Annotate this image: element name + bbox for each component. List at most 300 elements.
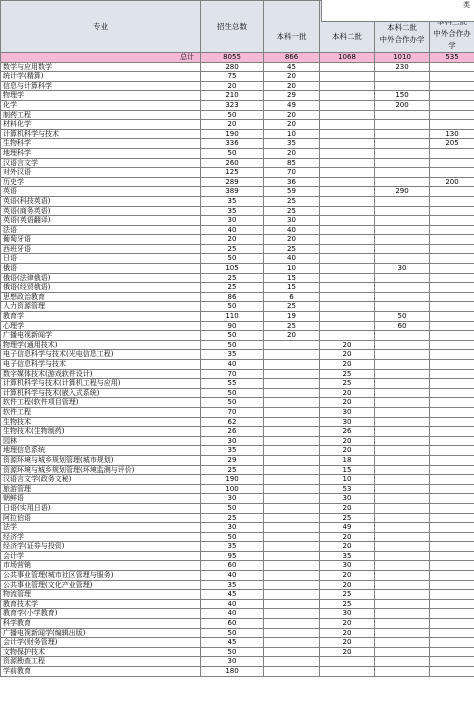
count-cell: 26	[320, 427, 375, 437]
major-name-cell: 软件工程(软件项目管理)	[1, 398, 201, 408]
count-cell	[430, 264, 474, 274]
major-name-cell: 数学与应用数学	[1, 62, 201, 72]
count-cell: 35	[264, 139, 320, 149]
table-row	[1, 590, 474, 600]
count-cell	[430, 417, 474, 427]
major-name-cell: 对外汉语	[1, 168, 201, 178]
count-cell: 20	[320, 638, 375, 648]
count-cell	[264, 638, 320, 648]
table-row	[1, 542, 474, 552]
table-row	[1, 100, 474, 110]
count-cell	[320, 273, 375, 283]
count-cell: 70	[201, 407, 264, 417]
count-cell	[375, 158, 430, 168]
count-cell	[430, 369, 474, 379]
count-cell	[430, 254, 474, 264]
major-name-cell: 会计学	[1, 551, 201, 561]
table-row	[1, 72, 474, 82]
count-cell: 150	[375, 91, 430, 101]
count-cell	[264, 379, 320, 389]
count-cell	[430, 235, 474, 245]
count-cell	[430, 427, 474, 437]
count-cell: 10	[320, 475, 375, 485]
major-name-cell: 统计学(精算)	[1, 72, 201, 82]
count-cell: 15	[320, 465, 375, 475]
major-name-cell: 法语	[1, 225, 201, 235]
count-cell	[430, 187, 474, 197]
major-name-cell: 软件工程	[1, 407, 201, 417]
major-name-cell: 英语	[1, 187, 201, 197]
count-cell	[430, 638, 474, 648]
count-cell	[264, 388, 320, 398]
count-cell	[430, 168, 474, 178]
count-cell	[430, 465, 474, 475]
major-name-cell: 日语	[1, 254, 201, 264]
count-cell: 200	[375, 100, 430, 110]
count-cell: 20	[320, 398, 375, 408]
count-cell	[264, 667, 320, 677]
major-name-cell: 汉语言文学(政务文秘)	[1, 475, 201, 485]
major-name-cell: 旅游管理	[1, 484, 201, 494]
count-cell: 40	[201, 599, 264, 609]
count-cell	[264, 407, 320, 417]
count-cell	[264, 350, 320, 360]
count-cell	[264, 647, 320, 657]
count-cell	[375, 388, 430, 398]
table-row	[1, 379, 474, 389]
major-name-cell: 英语(商务英语)	[1, 206, 201, 216]
count-cell	[264, 398, 320, 408]
count-cell	[375, 638, 430, 648]
count-cell	[264, 561, 320, 571]
count-cell	[320, 81, 375, 91]
table-row	[1, 168, 474, 178]
count-cell: 110	[201, 312, 264, 322]
count-cell	[375, 129, 430, 139]
major-name-cell: 经济学	[1, 532, 201, 542]
table-row	[1, 561, 474, 571]
major-name-cell: 历史学	[1, 177, 201, 187]
count-cell: 45	[201, 638, 264, 648]
count-cell: 190	[201, 475, 264, 485]
count-cell: 25	[320, 513, 375, 523]
count-cell	[375, 436, 430, 446]
count-cell	[264, 532, 320, 542]
count-cell	[320, 264, 375, 274]
count-cell	[430, 446, 474, 456]
major-name-cell: 公共事业管理(文化产业管理)	[1, 580, 201, 590]
count-cell	[430, 379, 474, 389]
count-cell	[375, 513, 430, 523]
count-cell	[264, 369, 320, 379]
count-cell	[375, 225, 430, 235]
count-cell	[320, 72, 375, 82]
count-cell: 40	[201, 609, 264, 619]
major-name-cell: 资源环境与城乡规划管理(城市规划)	[1, 455, 201, 465]
count-cell: 130	[430, 129, 474, 139]
count-cell: 30	[264, 216, 320, 226]
table-row	[1, 436, 474, 446]
count-cell	[430, 72, 474, 82]
count-cell	[430, 503, 474, 513]
total-label: 总计	[1, 53, 201, 63]
count-cell	[430, 494, 474, 504]
count-cell	[375, 590, 430, 600]
major-name-cell: 数字媒体技术(游戏软件设计)	[1, 369, 201, 379]
count-cell: 29	[201, 455, 264, 465]
major-name-cell: 信息与计算科学	[1, 81, 201, 91]
table-row	[1, 407, 474, 417]
table-row	[1, 129, 474, 139]
count-cell: 30	[201, 216, 264, 226]
count-cell: 35	[201, 206, 264, 216]
count-cell: 30	[320, 609, 375, 619]
count-cell: 35	[201, 542, 264, 552]
major-name-cell: 西班牙语	[1, 244, 201, 254]
major-name-cell: 公共事业管理(城市社区管理与服务)	[1, 571, 201, 581]
count-cell	[320, 100, 375, 110]
count-cell	[320, 312, 375, 322]
count-cell	[264, 455, 320, 465]
table-row	[1, 571, 474, 581]
table-row	[1, 417, 474, 427]
count-cell: 35	[320, 551, 375, 561]
count-cell	[320, 120, 375, 130]
count-cell	[264, 599, 320, 609]
count-cell: 30	[201, 494, 264, 504]
count-cell	[430, 436, 474, 446]
count-cell: 30	[201, 657, 264, 667]
total-value: 1068	[320, 53, 375, 63]
count-cell: 86	[201, 292, 264, 302]
count-cell	[375, 216, 430, 226]
table-row	[1, 475, 474, 485]
count-cell: 25	[320, 369, 375, 379]
count-cell	[375, 571, 430, 581]
count-cell	[264, 446, 320, 456]
count-cell: 25	[320, 599, 375, 609]
count-cell	[375, 379, 430, 389]
count-cell: 45	[264, 62, 320, 72]
count-cell	[375, 561, 430, 571]
count-cell: 25	[201, 283, 264, 293]
count-cell	[264, 475, 320, 485]
count-cell	[375, 455, 430, 465]
count-cell	[430, 657, 474, 667]
count-cell	[320, 216, 375, 226]
count-cell	[375, 580, 430, 590]
table-row	[1, 196, 474, 206]
count-cell	[430, 475, 474, 485]
table-row	[1, 580, 474, 590]
header-total: 招生总数	[201, 1, 264, 53]
table-row	[1, 638, 474, 648]
count-cell: 20	[320, 580, 375, 590]
count-cell	[430, 542, 474, 552]
count-cell	[375, 331, 430, 341]
count-cell	[430, 388, 474, 398]
major-name-cell: 文物保护技术	[1, 647, 201, 657]
table-row	[1, 494, 474, 504]
count-cell	[430, 91, 474, 101]
count-cell	[430, 62, 474, 72]
count-cell	[430, 81, 474, 91]
table-row	[1, 609, 474, 619]
count-cell	[375, 302, 430, 312]
major-name-cell: 心理学	[1, 321, 201, 331]
count-cell	[320, 110, 375, 120]
count-cell: 50	[201, 302, 264, 312]
count-cell	[430, 407, 474, 417]
count-cell: 260	[201, 158, 264, 168]
count-cell	[320, 254, 375, 264]
table-row	[1, 369, 474, 379]
count-cell: 25	[264, 206, 320, 216]
count-cell: 20	[264, 72, 320, 82]
count-cell: 20	[320, 571, 375, 581]
count-cell: 40	[201, 360, 264, 370]
table-row	[1, 321, 474, 331]
count-cell	[375, 244, 430, 254]
major-name-cell: 物理学(通用技术)	[1, 340, 201, 350]
count-cell	[430, 206, 474, 216]
count-cell	[320, 292, 375, 302]
count-cell	[375, 523, 430, 533]
count-cell: 200	[430, 177, 474, 187]
count-cell	[375, 148, 430, 158]
count-cell	[430, 273, 474, 283]
table-row	[1, 628, 474, 638]
count-cell	[264, 503, 320, 513]
major-name-cell: 物理学	[1, 91, 201, 101]
count-cell: 25	[201, 513, 264, 523]
count-cell	[375, 551, 430, 561]
count-cell: 25	[201, 244, 264, 254]
major-name-cell: 朝鲜语	[1, 494, 201, 504]
count-cell: 323	[201, 100, 264, 110]
major-name-cell: 俄语(经贸俄语)	[1, 283, 201, 293]
major-name-cell: 资源勘查工程	[1, 657, 201, 667]
major-name-cell: 教育学(小学教育)	[1, 609, 201, 619]
count-cell: 20	[264, 235, 320, 245]
count-cell	[430, 647, 474, 657]
table-row	[1, 551, 474, 561]
count-cell	[320, 283, 375, 293]
major-name-cell: 电子信息科学与技术	[1, 360, 201, 370]
table-row	[1, 264, 474, 274]
header-coop-b-label: 中外合作办学	[433, 29, 471, 50]
count-cell: 25	[264, 302, 320, 312]
count-cell: 95	[201, 551, 264, 561]
count-cell	[320, 331, 375, 341]
count-cell: 20	[320, 446, 375, 456]
major-name-cell: 广播电视新闻学(编辑出版)	[1, 628, 201, 638]
count-cell: 25	[320, 590, 375, 600]
count-cell: 30	[375, 264, 430, 274]
count-cell: 70	[201, 369, 264, 379]
count-cell	[320, 206, 375, 216]
count-cell: 290	[375, 187, 430, 197]
count-cell	[264, 513, 320, 523]
count-cell: 36	[264, 177, 320, 187]
count-cell: 49	[320, 523, 375, 533]
count-cell: 289	[201, 177, 264, 187]
major-name-cell: 英语(科技英语)	[1, 196, 201, 206]
count-cell	[375, 120, 430, 130]
table-row	[1, 81, 474, 91]
count-cell: 25	[264, 321, 320, 331]
count-cell: 30	[201, 523, 264, 533]
count-cell	[430, 283, 474, 293]
count-cell	[430, 292, 474, 302]
count-cell: 20	[320, 542, 375, 552]
table-row	[1, 523, 474, 533]
count-cell	[264, 360, 320, 370]
count-cell	[375, 206, 430, 216]
count-cell: 20	[320, 532, 375, 542]
count-cell	[320, 196, 375, 206]
count-cell: 49	[264, 100, 320, 110]
count-cell	[264, 465, 320, 475]
major-name-cell: 生物技术	[1, 417, 201, 427]
count-cell: 40	[264, 225, 320, 235]
count-cell	[430, 360, 474, 370]
count-cell: 70	[264, 168, 320, 178]
count-cell: 180	[201, 667, 264, 677]
count-cell: 25	[201, 273, 264, 283]
major-name-cell: 俄语(法律俄语)	[1, 273, 201, 283]
count-cell: 55	[201, 379, 264, 389]
count-cell: 85	[264, 158, 320, 168]
count-cell: 25	[264, 196, 320, 206]
count-cell	[375, 273, 430, 283]
count-cell: 60	[375, 321, 430, 331]
major-name-cell: 葡萄牙语	[1, 235, 201, 245]
count-cell	[375, 446, 430, 456]
count-cell	[430, 196, 474, 206]
count-cell	[430, 628, 474, 638]
major-name-cell: 人力资源管理	[1, 302, 201, 312]
count-cell	[430, 532, 474, 542]
count-cell: 25	[201, 465, 264, 475]
count-cell: 20	[320, 619, 375, 629]
count-cell	[375, 427, 430, 437]
major-name-cell: 资源环境与城乡规划管理(环境监测与评价)	[1, 465, 201, 475]
table-row	[1, 484, 474, 494]
count-cell	[430, 599, 474, 609]
count-cell: 50	[201, 340, 264, 350]
count-cell: 26	[201, 427, 264, 437]
count-cell: 15	[264, 273, 320, 283]
major-name-cell: 材料化学	[1, 120, 201, 130]
major-name-cell: 市场营销	[1, 561, 201, 571]
count-cell	[375, 667, 430, 677]
table-row	[1, 91, 474, 101]
count-cell	[320, 91, 375, 101]
count-cell	[264, 494, 320, 504]
major-name-cell: 经济学(证券与投资)	[1, 542, 201, 552]
count-cell	[320, 657, 375, 667]
count-cell: 20	[201, 81, 264, 91]
header-batch2-label: 本科二批	[332, 32, 362, 41]
count-cell: 10	[264, 264, 320, 274]
count-cell: 20	[201, 235, 264, 245]
count-cell	[375, 628, 430, 638]
count-cell	[375, 350, 430, 360]
count-cell	[264, 436, 320, 446]
count-cell	[375, 398, 430, 408]
major-name-cell: 制药工程	[1, 110, 201, 120]
count-cell: 30	[320, 561, 375, 571]
count-cell: 40	[201, 571, 264, 581]
count-cell	[430, 321, 474, 331]
count-cell	[375, 417, 430, 427]
count-cell	[320, 225, 375, 235]
count-cell: 53	[320, 484, 375, 494]
count-cell: 50	[201, 532, 264, 542]
count-cell: 105	[201, 264, 264, 274]
count-cell	[430, 571, 474, 581]
major-name-cell: 计算机科学与技术(计算机工程与应用)	[1, 379, 201, 389]
count-cell	[320, 129, 375, 139]
count-cell: 20	[320, 628, 375, 638]
count-cell: 50	[201, 647, 264, 657]
table-row	[1, 455, 474, 465]
table-row	[1, 599, 474, 609]
major-name-cell: 法学	[1, 523, 201, 533]
count-cell: 20	[320, 350, 375, 360]
count-cell: 62	[201, 417, 264, 427]
count-cell: 59	[264, 187, 320, 197]
count-cell: 29	[264, 91, 320, 101]
count-cell	[375, 360, 430, 370]
count-cell	[320, 667, 375, 677]
count-cell: 20	[320, 436, 375, 446]
count-cell: 30	[201, 436, 264, 446]
count-cell	[375, 407, 430, 417]
count-cell	[430, 398, 474, 408]
count-cell: 20	[320, 388, 375, 398]
table-row	[1, 206, 474, 216]
count-cell: 18	[320, 455, 375, 465]
count-cell	[264, 619, 320, 629]
count-cell: 280	[201, 62, 264, 72]
table-row	[1, 273, 474, 283]
count-cell	[264, 417, 320, 427]
count-cell	[264, 340, 320, 350]
count-cell	[375, 340, 430, 350]
count-cell	[430, 225, 474, 235]
table-row	[1, 177, 474, 187]
major-name-cell: 生物技术(生物制药)	[1, 427, 201, 437]
major-name-cell: 物流管理	[1, 590, 201, 600]
count-cell: 30	[320, 417, 375, 427]
header-batch1	[264, 1, 320, 53]
major-name-cell: 汉语言文学	[1, 158, 201, 168]
count-cell	[430, 350, 474, 360]
count-cell	[430, 455, 474, 465]
count-cell: 100	[201, 484, 264, 494]
count-cell: 35	[201, 580, 264, 590]
major-name-cell: 地理科学	[1, 148, 201, 158]
count-cell: 20	[264, 110, 320, 120]
major-name-cell: 化学	[1, 100, 201, 110]
major-name-cell: 思想政治教育	[1, 292, 201, 302]
count-cell	[430, 551, 474, 561]
count-cell: 50	[201, 148, 264, 158]
count-cell	[375, 657, 430, 667]
table-row	[1, 360, 474, 370]
